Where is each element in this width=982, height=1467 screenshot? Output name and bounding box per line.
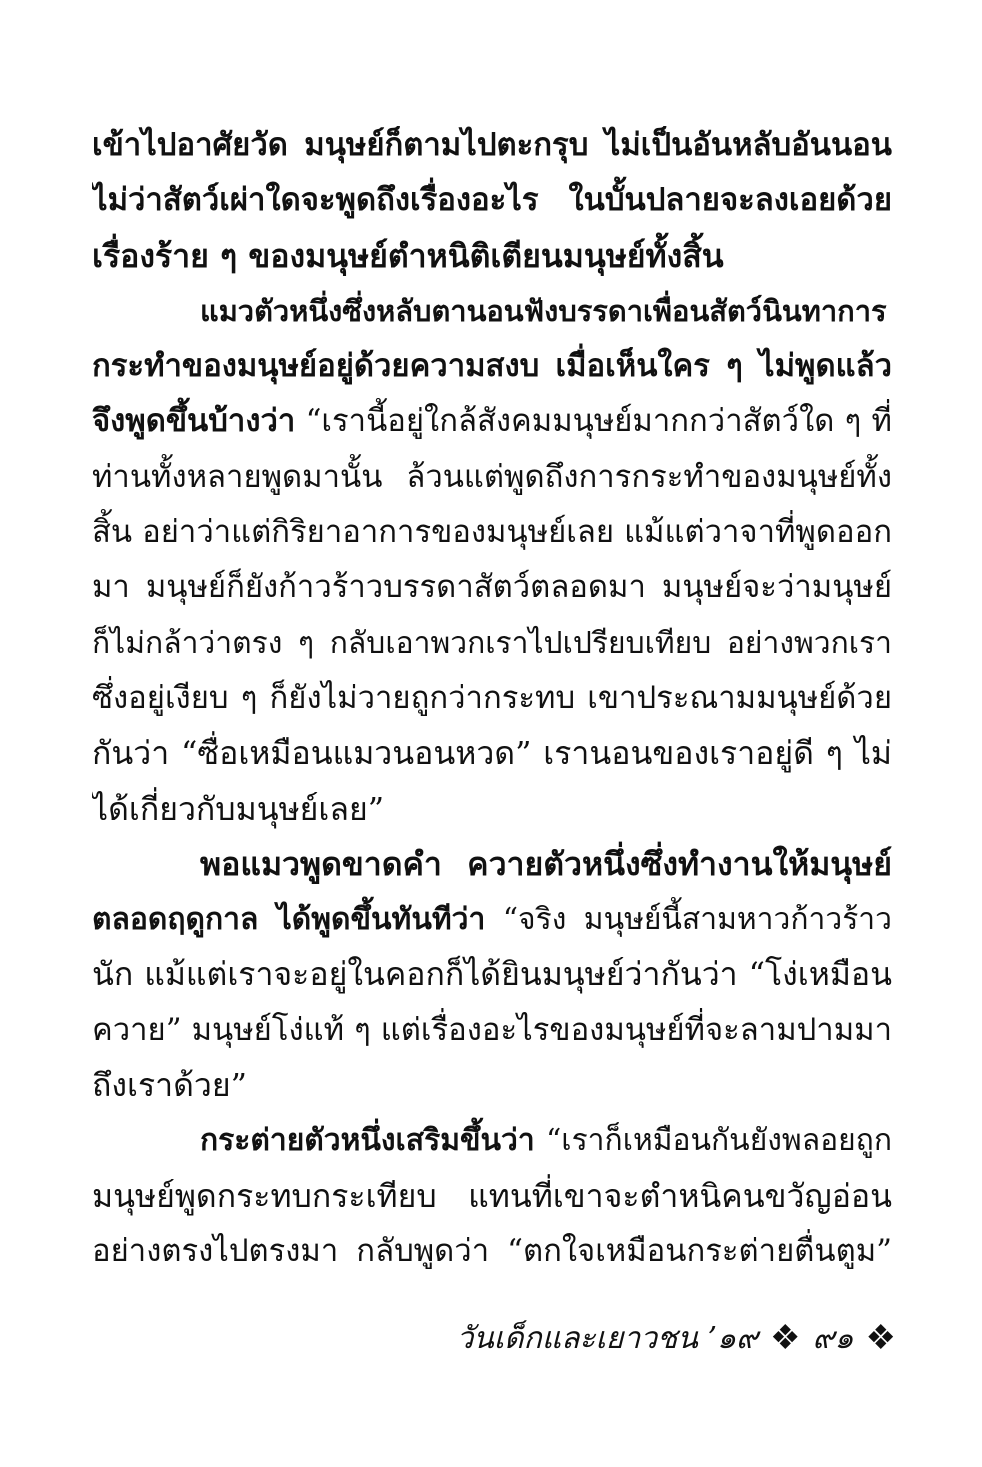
bold-phrase: ตลอดฤดูกาล ได้พูดขึ้นทันทีว่า (92, 902, 486, 938)
diamond-ornament-icon: ❖ (865, 1318, 896, 1358)
text-line (92, 1113, 892, 1168)
page-body (92, 118, 892, 1279)
text-line: ถึงเราด้วย” (92, 1066, 247, 1105)
text-line: มนุษย์พูดกระทบกระเทียบ แทนที่เขาจะตำหนิคนขวัญอ่อน (92, 1176, 892, 1215)
text-line: มา มนุษย์ก็ยังก้าวร้าวบรรดาสัตว์ตลอดมา มนุษย์จะว่ามนุษย์ (92, 569, 892, 606)
text-line: กันว่า “ซื่อเหมือนแมวนอนหวด” เรานอนของเราอยู่ดี ๆ ไม่ (92, 734, 892, 773)
text-line: ได้เกี่ยวกับมนุษย์เลย” (92, 789, 385, 828)
text-line (92, 394, 892, 449)
text-line: ซึ่งอยู่เงียบ ๆ ก็ยังไม่วายถูกว่ากระทบ เขาประณามมนุษย์ด้วย (92, 679, 892, 716)
footer-title: วันเด็กและเยาวชน ’๑๙ (456, 1320, 759, 1356)
text-line (92, 892, 892, 947)
text-line: สิ้น อย่าว่าแต่กิริยาอาการของมนุษย์เลย แม้แต่วาจาที่พูดออก (92, 514, 892, 551)
text-line: ท่านทั้งหลายพูดมานั้น ล้วนแต่พูดถึงการกระทำของมนุษย์ทั้ง (92, 458, 892, 495)
text-line: อย่างตรงไปตรงมา กลับพูดว่า “ตกใจเหมือนกระต่ายตื่นตูม” (92, 1232, 892, 1269)
page-footer (430, 1312, 896, 1364)
paragraph-2 (92, 284, 892, 837)
text-phrase: “เราก็เหมือนกันยังพลอยถูก (534, 1123, 892, 1159)
text-phrase: “จริง มนุษย์นี้สามหาวก้าวร้าว (485, 902, 892, 938)
text-line: กระทำของมนุษย์อยู่ด้วยความสงบ เมื่อเห็นใคร ๆ ไม่พูดแล้ว (92, 348, 892, 385)
bold-phrase: จึงพูดขึ้นบ้างว่า (92, 403, 296, 440)
text-line: ไม่ว่าสัตว์เผ่าใดจะพูดถึงเรื่องอะไร ในบั้นปลายจะลงเอยด้วย (92, 182, 892, 219)
diamond-ornament-icon: ❖ (770, 1318, 801, 1358)
text-line: นัก แม้แต่เราจะอยู่ในคอกก็ได้ยินมนุษย์ว่ากันว่า “โง่เหมือน (92, 955, 892, 994)
paragraph-4 (92, 1113, 892, 1279)
paragraph-1 (92, 118, 892, 284)
text-line: แมวตัวหนึ่งซึ่งหลับตานอนฟังบรรดาเพื่อนสัตว์นินทาการ (200, 293, 887, 328)
text-line: เข้าไปอาศัยวัด มนุษย์ก็ตามไปตะกรุบ ไม่เป็นอันหลับอันนอน (92, 127, 892, 163)
page-number: ๙๑ (812, 1320, 854, 1356)
text-line: เรื่องร้าย ๆ ของมนุษย์ตำหนิติเตียนมนุษย์ทั้งสิ้น (92, 236, 724, 275)
text-line: พอแมวพูดขาดคำ ควายตัวหนึ่งซึ่งทำงานให้มนุษย์ (200, 844, 892, 883)
text-line: ควาย” มนุษย์โง่แท้ ๆ แต่เรื่องอะไรของมนุษย์ที่จะลามปามมา (92, 1011, 892, 1048)
bold-phrase: กระต่ายตัวหนึ่งเสริมขึ้นว่า (200, 1123, 535, 1159)
paragraph-3 (92, 837, 892, 1113)
text-phrase: “เรานี้อยู่ใกล้สังคมมนุษย์มากกว่าสัตว์ใด ๆ ที่ (295, 403, 892, 440)
text-line: ก็ไม่กล้าว่าตรง ๆ กลับเอาพวกเราไปเปรียบเทียบ อย่างพวกเรา (92, 625, 892, 661)
